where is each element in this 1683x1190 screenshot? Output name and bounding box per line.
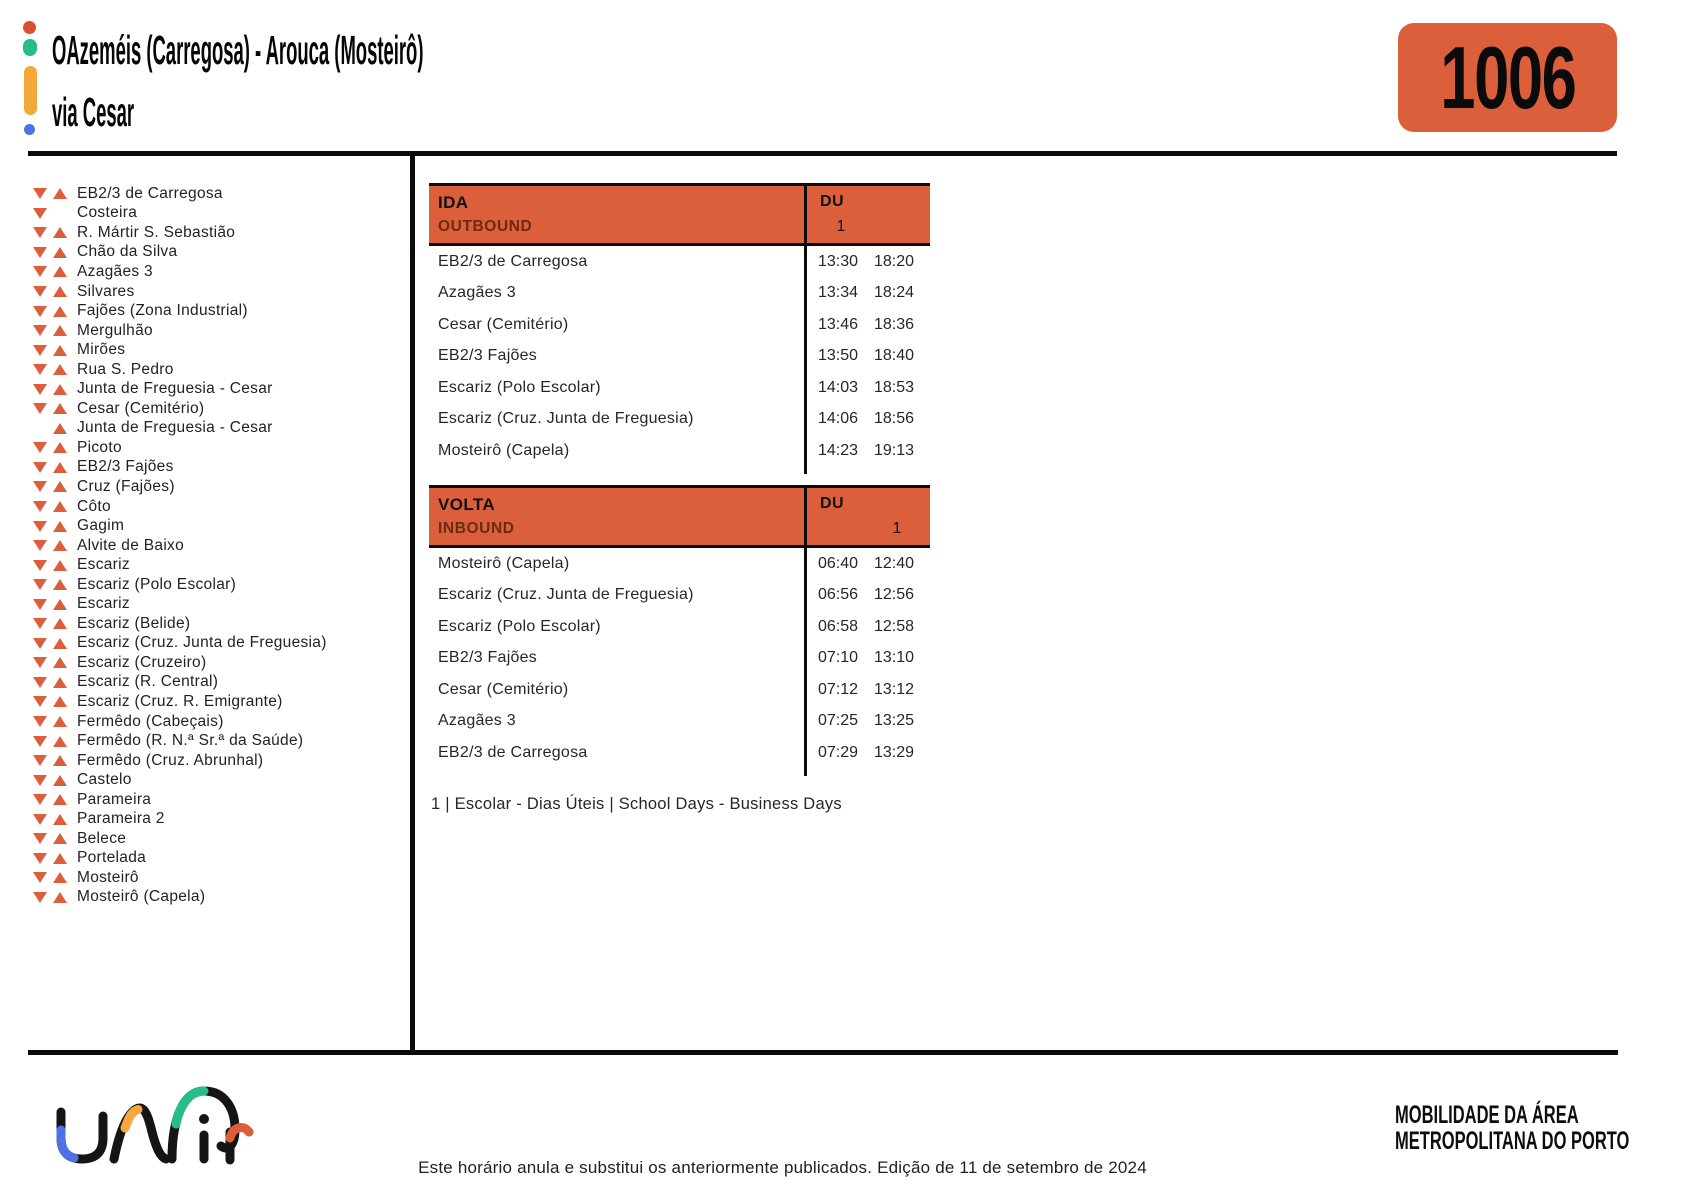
stop-list-item (33, 282, 405, 302)
stop-list-item (33, 868, 405, 888)
inbound-stop-arrow-icon (53, 775, 67, 786)
timetable-outbound (429, 183, 930, 467)
outbound-stop-arrow-icon (33, 481, 47, 492)
row-stop-name: Azagães 3 (438, 284, 516, 302)
brand-dot-blue-icon (24, 124, 35, 135)
time-value: 07:10 (817, 649, 859, 667)
time-value: 13:10 (873, 649, 915, 667)
inbound-stop-arrow-icon (53, 794, 67, 805)
time-value: 07:29 (817, 743, 859, 761)
bottom-divider (28, 1050, 1618, 1055)
stop-list-item (33, 692, 405, 712)
stop-list-item (33, 438, 405, 458)
outbound-stop-arrow-icon (33, 345, 47, 356)
timetable-row (429, 309, 930, 341)
time-value: 13:30 (817, 252, 859, 270)
outbound-stop-arrow-icon (33, 540, 47, 551)
stop-name: Escariz (77, 595, 130, 613)
logo-blue-segment (61, 1130, 74, 1158)
row-stop-name: Mosteirô (Capela) (438, 554, 570, 572)
outbound-stop-arrow-icon (33, 794, 47, 805)
stop-name: Costeira (77, 204, 138, 222)
inbound-stop-arrow-icon (53, 188, 67, 199)
row-stop-name: Cesar (Cemitério) (438, 680, 569, 698)
inbound-stop-arrow-icon (53, 892, 67, 903)
stop-list-item (33, 731, 405, 751)
outbound-stop-arrow-icon (33, 872, 47, 883)
stop-list-item (33, 653, 405, 673)
inbound-stop-arrow-icon (53, 872, 67, 883)
outbound-stop-arrow-icon (33, 696, 47, 707)
outbound-stop-arrow-icon (33, 188, 47, 199)
row-stop-name: EB2/3 Fajões (438, 649, 538, 667)
time-value: 18:24 (873, 284, 915, 302)
inbound-stop-arrow-icon (53, 306, 67, 317)
time-value: 12:56 (873, 586, 915, 604)
inbound-stop-arrow-icon (53, 833, 67, 844)
outbound-stop-arrow-icon (33, 599, 47, 610)
stop-list-item (33, 888, 405, 908)
timetable-row (429, 643, 930, 675)
outbound-stop-arrow-icon (33, 208, 47, 219)
inbound-stop-arrow-icon (53, 286, 67, 297)
timetable-inbound (429, 485, 930, 769)
outbound-stop-arrow-icon (33, 579, 47, 590)
direction-label-pt: IDA (438, 193, 469, 212)
timetable-row (429, 737, 930, 769)
stop-name: Escariz (R. Central) (77, 673, 219, 691)
stop-list-item (33, 477, 405, 497)
row-stop-name: Escariz (Cruz. Junta de Freguesia) (438, 586, 694, 604)
outbound-stop-arrow-icon (33, 266, 47, 277)
route-number: 1006 (1439, 27, 1576, 127)
stop-list-item (33, 184, 405, 204)
stop-list-item (33, 340, 405, 360)
column-divider (804, 548, 807, 776)
stop-list-item (33, 458, 405, 478)
row-stop-name: EB2/3 de Carregosa (438, 743, 588, 761)
unir-logo (54, 1086, 254, 1168)
direction-label-en: OUTBOUND (438, 218, 533, 235)
inbound-stop-arrow-icon (53, 423, 67, 434)
stop-list-item (33, 849, 405, 869)
time-value: 13:29 (873, 743, 915, 761)
time-value: 13:12 (873, 680, 915, 698)
stop-list-item (33, 301, 405, 321)
stop-name: Junta de Freguesia - Cesar (77, 380, 273, 398)
inbound-stop-arrow-icon (53, 521, 67, 532)
route-title-line1: OAzeméis (Carregosa) - Arouca (Mosteirô) (52, 27, 424, 73)
organization-name (1395, 1101, 1683, 1156)
inbound-stop-arrow-icon (53, 755, 67, 766)
stop-name: Castelo (77, 771, 132, 789)
outbound-stop-arrow-icon (33, 442, 47, 453)
inbound-stop-arrow-icon (53, 677, 67, 688)
stop-name: Escariz (Belide) (77, 614, 191, 632)
stop-name: Silvares (77, 282, 135, 300)
timetable-row (429, 404, 930, 436)
stop-list-item (33, 321, 405, 341)
timetable-row (429, 548, 930, 580)
stop-name: Fermêdo (Cruz. Abrunhal) (77, 751, 264, 769)
stop-list-item (33, 243, 405, 263)
row-stop-name: Cesar (Cemitério) (438, 315, 569, 333)
stop-name: Fermêdo (Cabeçais) (77, 712, 224, 730)
outbound-stop-arrow-icon (33, 286, 47, 297)
time-value: 18:36 (873, 315, 915, 333)
stop-list-item (33, 204, 405, 224)
inbound-stop-arrow-icon (53, 442, 67, 453)
stop-name: Gagim (77, 517, 125, 535)
outbound-stop-arrow-icon (33, 501, 47, 512)
inbound-stop-arrow-icon (53, 384, 67, 395)
brand-dot-green-icon (23, 39, 37, 56)
time-value: 14:23 (817, 441, 859, 459)
stop-list-item (33, 634, 405, 654)
stop-list-item (33, 575, 405, 595)
service-footnote: 1 | Escolar - Dias Úteis | School Days - Business Days (431, 795, 842, 813)
note-number-slot (815, 520, 867, 538)
inbound-stop-arrow-icon (53, 618, 67, 629)
outbound-stop-arrow-icon (33, 364, 47, 375)
outbound-stop-arrow-icon (33, 814, 47, 825)
brand-pill-orange-icon (24, 66, 37, 115)
time-value: 06:40 (817, 554, 859, 572)
stop-list-item (33, 536, 405, 556)
stop-list-item (33, 829, 405, 849)
stop-name: Junta de Freguesia - Cesar (77, 419, 273, 437)
service-type-label: DU (820, 193, 844, 210)
stop-list-item (33, 360, 405, 380)
inbound-stop-arrow-icon (53, 657, 67, 668)
timetable-body (429, 246, 930, 467)
stop-name: EB2/3 Fajões (77, 458, 174, 476)
inbound-stop-arrow-icon (53, 579, 67, 590)
outbound-stop-arrow-icon (33, 638, 47, 649)
inbound-stop-arrow-icon (53, 364, 67, 375)
stop-list-item (33, 594, 405, 614)
outbound-stop-arrow-icon (33, 853, 47, 864)
time-value: 18:40 (873, 347, 915, 365)
inbound-stop-arrow-icon (53, 266, 67, 277)
row-stop-name: EB2/3 de Carregosa (438, 252, 588, 270)
stop-name: Portelada (77, 849, 147, 867)
brand-dot-red-icon (23, 21, 36, 34)
stop-list-item (33, 673, 405, 693)
direction-label-pt: VOLTA (438, 495, 496, 514)
inbound-stop-arrow-icon (53, 599, 67, 610)
brand-marks (23, 0, 38, 140)
stop-list-item (33, 751, 405, 771)
note-number-slot: 1 (892, 520, 902, 537)
stop-name: Mergulhão (77, 321, 153, 339)
stop-name: Escariz (Polo Escolar) (77, 575, 237, 593)
outbound-stop-arrow-icon (33, 560, 47, 571)
row-stop-name: Azagães 3 (438, 712, 516, 730)
page-title (52, 24, 878, 148)
outbound-stop-arrow-icon (33, 403, 47, 414)
stop-name: Alvite de Baixo (77, 536, 185, 554)
timetable-row (429, 706, 930, 738)
inbound-stop-arrow-icon (53, 814, 67, 825)
timetable-row (429, 611, 930, 643)
timetable-header (429, 485, 930, 548)
stop-name: Fermêdo (R. N.ª Sr.ª da Saúde) (77, 732, 304, 750)
inbound-stop-arrow-icon (53, 403, 67, 414)
timetable-row (429, 372, 930, 404)
org-name-line2: METROPOLITANA DO PORTO (1395, 1127, 1630, 1155)
timetable-row (429, 341, 930, 373)
outbound-stop-arrow-icon (33, 325, 47, 336)
service-type-label: DU (820, 495, 844, 512)
stop-name: Fajões (Zona Industrial) (77, 302, 248, 320)
stop-name: Rua S. Pedro (77, 360, 174, 378)
stops-list (33, 184, 405, 907)
time-value: 06:58 (817, 617, 859, 635)
column-divider (804, 246, 807, 474)
stop-name: Chão da Silva (77, 243, 178, 261)
stop-list-item (33, 555, 405, 575)
row-stop-name: EB2/3 Fajões (438, 347, 538, 365)
stop-name: Escariz (Cruzeiro) (77, 653, 207, 671)
outbound-stop-arrow-icon (33, 736, 47, 747)
time-value: 13:25 (873, 712, 915, 730)
time-value: 18:53 (873, 378, 915, 396)
outbound-stop-arrow-icon (33, 247, 47, 258)
note-number-slot (871, 218, 923, 236)
timetable-row (429, 246, 930, 278)
stop-list-item (33, 516, 405, 536)
time-value: 06:56 (817, 586, 859, 604)
stop-list-item (33, 399, 405, 419)
note-number-slot: 1 (836, 218, 846, 235)
stop-name: Parameira (77, 790, 152, 808)
outbound-stop-arrow-icon (33, 775, 47, 786)
stop-name: Azagães 3 (77, 262, 153, 280)
time-value: 13:50 (817, 347, 859, 365)
row-stop-name: Mosteirô (Capela) (438, 441, 570, 459)
stop-name: Mirões (77, 341, 126, 359)
edition-note: Este horário anula e substitui os anteriormente publicados. Edição de 11 de setembro de 2024 (418, 1158, 1147, 1177)
outbound-stop-arrow-icon (33, 306, 47, 317)
outbound-stop-arrow-icon (33, 755, 47, 766)
timetable-header (429, 183, 930, 246)
inbound-stop-arrow-icon (53, 736, 67, 747)
stop-list-item (33, 770, 405, 790)
inbound-stop-arrow-icon (53, 227, 67, 238)
inbound-stop-arrow-icon (53, 462, 67, 473)
stop-list-item (33, 419, 405, 439)
outbound-stop-arrow-icon (33, 384, 47, 395)
inbound-stop-arrow-icon (53, 345, 67, 356)
time-value: 07:12 (817, 680, 859, 698)
stop-name: Mosteirô (77, 868, 139, 886)
outbound-stop-arrow-icon (33, 227, 47, 238)
logo-orange-segment (230, 1127, 249, 1138)
outbound-stop-arrow-icon (33, 657, 47, 668)
stop-name: Escariz (77, 556, 130, 574)
timetable-row (429, 435, 930, 467)
time-value: 19:13 (873, 441, 915, 459)
outbound-stop-arrow-icon (33, 521, 47, 532)
stop-list-item (33, 810, 405, 830)
vertical-divider (410, 151, 415, 1055)
inbound-stop-arrow-icon (53, 853, 67, 864)
route-title-line2: via Cesar (52, 89, 135, 135)
timetable-row (429, 674, 930, 706)
outbound-stop-arrow-icon (33, 892, 47, 903)
time-value: 18:56 (873, 410, 915, 428)
inbound-stop-arrow-icon (53, 716, 67, 727)
outbound-stop-arrow-icon (33, 677, 47, 688)
row-stop-name: Escariz (Polo Escolar) (438, 617, 601, 635)
route-number-badge (1398, 23, 1617, 132)
stop-list-item (33, 712, 405, 732)
time-value: 14:06 (817, 410, 859, 428)
inbound-stop-arrow-icon (53, 481, 67, 492)
outbound-stop-arrow-icon (33, 618, 47, 629)
inbound-stop-arrow-icon (53, 501, 67, 512)
time-value: 14:03 (817, 378, 859, 396)
time-value: 13:34 (817, 284, 859, 302)
stop-list-item (33, 379, 405, 399)
stop-name: EB2/3 de Carregosa (77, 184, 223, 202)
stop-name: Parameira 2 (77, 810, 165, 828)
row-stop-name: Escariz (Polo Escolar) (438, 378, 601, 396)
inbound-stop-arrow-icon (53, 560, 67, 571)
time-value: 07:25 (817, 712, 859, 730)
stop-name: Cesar (Cemitério) (77, 399, 205, 417)
timetable-body (429, 548, 930, 769)
stop-name: R. Mártir S. Sebastião (77, 223, 236, 241)
inbound-stop-arrow-icon (53, 696, 67, 707)
outbound-stop-arrow-icon (33, 716, 47, 727)
org-name-line1: MOBILIDADE DA ÁREA (1395, 1101, 1579, 1129)
row-stop-name: Escariz (Cruz. Junta de Freguesia) (438, 410, 694, 428)
timetable-row (429, 278, 930, 310)
stop-name: Escariz (Cruz. Junta de Freguesia) (77, 634, 327, 652)
inbound-stop-arrow-icon (53, 540, 67, 551)
stop-list-item (33, 262, 405, 282)
outbound-stop-arrow-icon (33, 462, 47, 473)
stop-list-item (33, 223, 405, 243)
stop-name: Cruz (Fajões) (77, 477, 175, 495)
outbound-stop-arrow-icon (33, 833, 47, 844)
inbound-stop-arrow-icon (53, 247, 67, 258)
inbound-stop-arrow-icon (53, 638, 67, 649)
time-value: 18:20 (873, 252, 915, 270)
timetable-row (429, 580, 930, 612)
stop-list-item (33, 614, 405, 634)
stop-name: Mosteirô (Capela) (77, 888, 206, 906)
stop-name: Escariz (Cruz. R. Emigrante) (77, 692, 283, 710)
stop-list-item (33, 790, 405, 810)
top-divider (28, 151, 1617, 156)
time-value: 12:58 (873, 617, 915, 635)
stop-name: Côto (77, 497, 111, 515)
stop-list-item (33, 497, 405, 517)
stop-name: Belece (77, 829, 127, 847)
inbound-stop-arrow-icon (53, 325, 67, 336)
time-value: 12:40 (873, 554, 915, 572)
time-value: 13:46 (817, 315, 859, 333)
direction-label-en: INBOUND (438, 520, 515, 537)
stop-name: Picoto (77, 438, 122, 456)
